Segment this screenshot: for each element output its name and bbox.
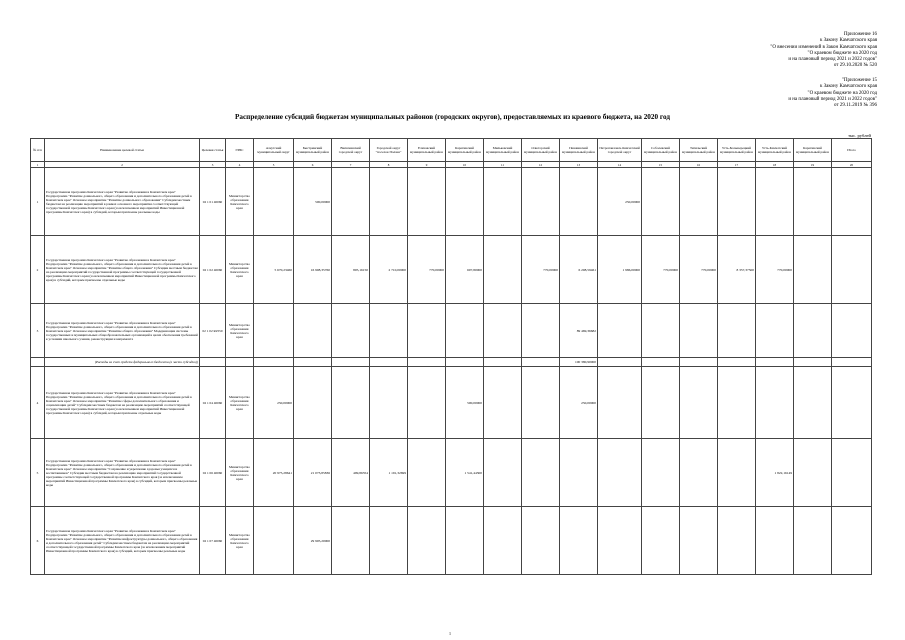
column-header: Усть-Большерецкий муниципальный район (718, 139, 756, 162)
row-value (642, 168, 680, 236)
row-value: 250,00000 (560, 367, 598, 439)
row-value (332, 168, 370, 236)
row-value (370, 367, 408, 439)
row-value (832, 168, 872, 236)
row-number: 6 (31, 507, 45, 575)
row-value: 250,00000 (598, 168, 642, 236)
column-header: Тигильский муниципальный район (680, 139, 718, 162)
row-value: 20 975,28641 (254, 439, 294, 507)
row-value (794, 358, 832, 367)
row-value (794, 507, 832, 575)
column-header: Соболевский муниципальный район (642, 139, 680, 162)
row-grbs: Министерство образования Камчатского края (226, 439, 254, 507)
row-value (718, 367, 756, 439)
row-value: 5 670,23460 (254, 236, 294, 304)
row-grbs (226, 358, 254, 367)
column-number: 4 (226, 162, 254, 168)
row-value (680, 358, 718, 367)
row-value: 29 905,20000 (294, 507, 332, 575)
row-value (522, 439, 560, 507)
column-number: 14 (598, 162, 642, 168)
row-name: Государственная программа Камчатского края "Развитие образования в Камчатском крае" Подпрограмма "Развитие дошкольного, общего образования и дополнительного образования детей в Камчатском крае" Основное мероприятие "Сохранение и укрепление здоровья учащихся и воспитанников" Субсидии местным бюджетам на реализацию мероприятий государственной программы соответствующей государственной программы Камчатского края (за исключением мероприятий Инвестиционной программы Камчатского края) в субсидий, которым присвоены реальные коды (45, 439, 200, 507)
column-header: Карагинский муниципальный район (794, 139, 832, 162)
row-value: 500,00000 (446, 367, 484, 439)
row-value (332, 507, 370, 575)
column-header: Городской округ "поселок Палана" (370, 139, 408, 162)
row-value (408, 367, 446, 439)
row-value (680, 304, 718, 358)
row-value (718, 304, 756, 358)
row-value (718, 507, 756, 575)
column-number: 12 (522, 162, 560, 168)
row-value (598, 439, 642, 507)
row-value (484, 358, 522, 367)
appendix-line: "О внесении изменений в Закон Камчатского края (770, 44, 877, 50)
row-value (718, 168, 756, 236)
row-name: Государственная программа Камчатского края "Развитие образования в Камчатском крае" Подпрограмма "Развитие дошкольного, общего образования и дополнительного образования детей в Камчатском крае" Основное мероприятие "Развитие сферы дополнительного образования и социализации детей" Субсидии местным бюджетам на реализацию мероприятий соответствующей государственной программы Камчатского края (за исключением мероприятий Инвестиционной программы Камчатского края) в субсидий, которым присвоены отдельные коды (45, 367, 200, 439)
column-number: 2 (45, 162, 200, 168)
appendix-line: и на плановый период 2021 и 2022 годов" (788, 57, 877, 63)
row-value: 1 541,44300 (446, 439, 484, 507)
row-grbs: Министерство образования Камчатского края (226, 304, 254, 358)
column-number: 13 (560, 162, 598, 168)
row-value (642, 358, 680, 367)
row-name: Государственная программа Камчатского края "Развитие образования в Камчатском крае" Подпрограмма "Развитие дошкольного, общего образования и дополнительного образования детей в Камчатском крае" Основное мероприятие "Развитие общего образования" Модернизация системы государственных и муниципальных общеобразовательных организаций в целях обеспечения требований к условиям школьного учения, реконструкции и капремонта (45, 304, 200, 358)
appendix-line: от 29.10.2020 № 520 (833, 63, 877, 69)
row-value: 1 822,16149 (756, 439, 794, 507)
column-number: 5 (254, 162, 294, 168)
row-value (408, 168, 446, 236)
row-value (794, 304, 832, 358)
row-value (598, 358, 642, 367)
row-value: 250,00000 (254, 367, 294, 439)
column-number: 3 (200, 162, 226, 168)
appendix-line: и на плановый период 2021 и 2022 годов" (788, 96, 877, 102)
row-value: 770,00000 (522, 236, 560, 304)
row-value (598, 304, 642, 358)
column-header: Вилючинский городской округ (332, 139, 370, 162)
column-header: Целевая статья (200, 139, 226, 162)
row-value: 1 986,00000 (598, 236, 642, 304)
row-value (484, 168, 522, 236)
appendix-line: к Закону Камчатского края (819, 84, 877, 90)
row-value (756, 507, 794, 575)
row-value: 607,80000 (446, 236, 484, 304)
row-code: 02 1 04 40060 (200, 367, 226, 439)
row-value: 100 380,90000 (560, 358, 598, 367)
column-header: Усть-Камчатский муниципальный район (756, 139, 794, 162)
row-value (642, 304, 680, 358)
row-number (31, 358, 45, 367)
column-header: Наименование целевой статьи (45, 139, 200, 162)
row-value: 1 191,32699 (370, 439, 408, 507)
row-number: 5 (31, 439, 45, 507)
row-value: 770,00000 (680, 236, 718, 304)
row-value (680, 507, 718, 575)
row-code: 02 1 02 R2550 (200, 304, 226, 358)
column-header: Елизовский муниципальный район (408, 139, 446, 162)
column-header: ГРБС (226, 139, 254, 162)
column-header: Олюторский муниципальный район (522, 139, 560, 162)
row-value: 499,86354 (332, 439, 370, 507)
row-grbs: Министерство образования Камчатского края (226, 236, 254, 304)
row-value (484, 367, 522, 439)
appendix-line: "О краевом бюджете на 2020 год (807, 90, 877, 96)
units-label: тыс. рублей (848, 133, 871, 138)
appendix-block-1 (770, 32, 877, 70)
column-number: 19 (794, 162, 832, 168)
row-number: 2 (31, 236, 45, 304)
row-value (484, 236, 522, 304)
column-number: 11 (484, 162, 522, 168)
row-value (680, 168, 718, 236)
column-number: 16 (680, 162, 718, 168)
row-value (794, 236, 832, 304)
column-header: Алеутский муниципальный округ (254, 139, 294, 162)
document-title: Распределение субсидий бюджетам муниципальных районов (городских округов), предоставляемых из краевого бюджета, на 2020 год (235, 113, 670, 121)
row-value (370, 358, 408, 367)
row-value: 21 073,85836 (294, 439, 332, 507)
row-value (756, 304, 794, 358)
subsidy-table (30, 138, 872, 575)
column-number: 1 (31, 162, 45, 168)
row-value (642, 507, 680, 575)
column-header: Мильковский муниципальный район (484, 139, 522, 162)
appendix-line: от 29.11.2019 № 396 (834, 103, 877, 109)
row-value (756, 168, 794, 236)
row-value (680, 439, 718, 507)
row-grbs: Министерство образования Камчатского края (226, 168, 254, 236)
row-value (254, 358, 294, 367)
row-value (484, 304, 522, 358)
row-value: 2 710,00000 (370, 236, 408, 304)
column-number: 18 (756, 162, 794, 168)
appendix-line: Приложение 16 (843, 32, 877, 37)
column-number: 20 (832, 162, 872, 168)
column-header: Итого (832, 139, 872, 162)
row-value (408, 358, 446, 367)
row-value (446, 507, 484, 575)
column-header: Быстринский муниципальный район (294, 139, 332, 162)
row-value (332, 358, 370, 367)
row-name: Государственная программа Камчатского края "Развитие образования в Камчатском крае" Подпрограмма "Развитие дошкольного, общего образования и дополнительного образования детей в Камчатском крае" Основное мероприятие "Развитие дошкольного образования" Субсидии местным бюджетам на реализацию мероприятий в рамках основного мероприятия соответствующей государственной программы Камчатского края (за исключением мероприятий Инвестиционной программы Камчатского края) в субсидий, которым присвоены реальные коды (45, 168, 200, 236)
row-value (446, 358, 484, 367)
column-number: 6 (294, 162, 332, 168)
row-value (408, 439, 446, 507)
row-value (832, 507, 872, 575)
row-value (446, 168, 484, 236)
row-value (522, 168, 560, 236)
row-value (408, 507, 446, 575)
row-value (560, 168, 598, 236)
table-row (31, 507, 872, 575)
row-value (832, 439, 872, 507)
row-value: 16 908,35760 (294, 236, 332, 304)
row-value (642, 367, 680, 439)
column-header: Карагинский муниципальный район (446, 139, 484, 162)
row-value (598, 507, 642, 575)
row-value: 89 469,36682 (560, 304, 598, 358)
row-value (718, 439, 756, 507)
row-value (370, 507, 408, 575)
row-value (756, 367, 794, 439)
appendix-line: "Приложение 15 (841, 78, 877, 83)
row-value (832, 358, 872, 367)
row-value (370, 304, 408, 358)
table-row (31, 367, 872, 439)
row-value (680, 367, 718, 439)
row-value (332, 367, 370, 439)
row-code: 02 1 02 40060 (200, 236, 226, 304)
row-value (332, 304, 370, 358)
row-value (370, 168, 408, 236)
table-header-row (31, 139, 872, 162)
row-number: 4 (31, 367, 45, 439)
row-value (254, 507, 294, 575)
column-header: № п/п (31, 139, 45, 162)
row-name: Государственная программа Камчатского края "Развитие образования в Камчатском крае" Подпрограмма "Развитие дошкольного, общего образования и дополнительного образования детей в Камчатском крае" Основное мероприятие "Развитие инфраструктуры дошкольного, общего образования и дополнительного образования детей" Субсидии местным бюджетам на реализацию мероприятий соответствующей государственной программы Камчатского края (за исключением мероприятий Инвестиционной программы Камчатского края) в субсидий, которым присвоены реальные коды (45, 507, 200, 575)
column-number: 15 (642, 162, 680, 168)
table-row (31, 236, 872, 304)
row-value (254, 168, 294, 236)
row-value (832, 304, 872, 358)
row-value (560, 439, 598, 507)
column-number: 10 (446, 162, 484, 168)
column-header: Петропавловск-Камчатский городской округ (598, 139, 642, 162)
row-value (294, 367, 332, 439)
row-value (408, 304, 446, 358)
row-code: 02 1 06 40060 (200, 439, 226, 507)
row-value (254, 304, 294, 358)
row-value (794, 367, 832, 439)
row-value (560, 507, 598, 575)
row-value (294, 358, 332, 367)
row-value: 805,16150 (332, 236, 370, 304)
row-value (718, 358, 756, 367)
row-value (294, 304, 332, 358)
row-grbs: Министерство образования Камчатского края (226, 507, 254, 575)
row-value (642, 439, 680, 507)
row-number: 1 (31, 168, 45, 236)
page-number: 1 (449, 631, 451, 636)
row-value (522, 358, 560, 367)
row-grbs: Министерство образования Камчатского края (226, 367, 254, 439)
column-number: 7 (332, 162, 370, 168)
row-value (484, 507, 522, 575)
table-row (31, 358, 872, 367)
row-value (522, 304, 560, 358)
column-number: 17 (718, 162, 756, 168)
row-note: (Расходы за счет средств федерального бюджета (в части субсидии)) (45, 358, 200, 367)
row-value (756, 358, 794, 367)
row-value (794, 439, 832, 507)
table-row (31, 439, 872, 507)
row-value: 8 357,37500 (718, 236, 756, 304)
row-value (794, 168, 832, 236)
row-code (200, 358, 226, 367)
appendix-line: к Закону Камчатского края (819, 38, 877, 44)
row-value (522, 507, 560, 575)
row-code: 02 1 01 40060 (200, 168, 226, 236)
appendix-block-2 (788, 78, 877, 109)
row-number: 3 (31, 304, 45, 358)
row-value (832, 367, 872, 439)
row-value (598, 367, 642, 439)
row-value: 770,00000 (642, 236, 680, 304)
column-number: 8 (370, 162, 408, 168)
row-value: 770,00000 (408, 236, 446, 304)
table-row (31, 168, 872, 236)
appendix-line: "О краевом бюджете на 2020 год (807, 50, 877, 56)
row-value (832, 236, 872, 304)
row-value (446, 304, 484, 358)
row-value (522, 367, 560, 439)
row-name: Государственная программа Камчатского края "Развитие образования в Камчатском крае" Подпрограмма "Развитие дошкольного, общего образования и дополнительного образования детей в Камчатском крае" Основное мероприятие "Развитие общего образования" Субсидии местным бюджетам на реализацию мероприятий государственной программы соответствующей государственной программы Камчатского края (за исключением мероприятий Инвестиционной программы Камчатского края) в субсидий, которым присвоены отдельные коды (45, 236, 200, 304)
column-number: 9 (408, 162, 446, 168)
row-value (484, 439, 522, 507)
row-value: 770,00000 (756, 236, 794, 304)
row-code: 02 1 07 40060 (200, 507, 226, 575)
table-row (31, 304, 872, 358)
row-value: 6 208,59461 (560, 236, 598, 304)
column-header: Пенжинский муниципальный район (560, 139, 598, 162)
row-value: 500,00000 (294, 168, 332, 236)
